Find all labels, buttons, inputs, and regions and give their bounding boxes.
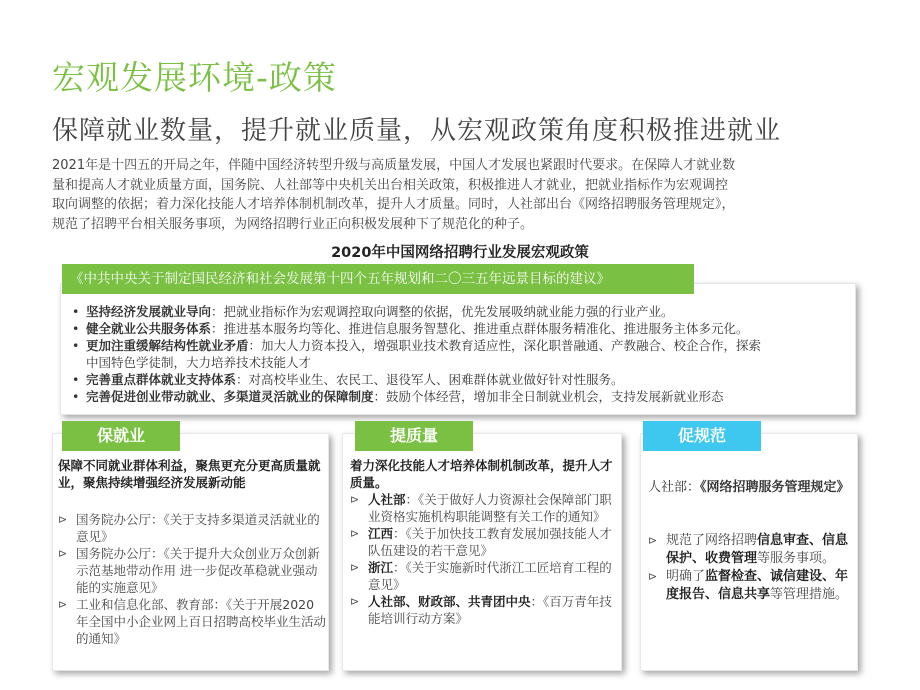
list-item — [68, 303, 848, 320]
list-item: ⊳ 规范了网络招聘信息审查、信息保护、收费管理等服务事项。 — [648, 532, 853, 568]
list-item — [68, 388, 848, 405]
intro-line: 量和提高人才就业质量方面，国务院、人社部等中央机关出台相关政策，积极推进人才就业，把就业指标作为宏观调控 — [52, 177, 729, 193]
list-item — [68, 337, 848, 371]
intro-line: 规范了招聘平台相关服务事项，为网络招聘行业正向积极发展种下了规范化的种子。 — [52, 216, 534, 232]
item-text: ：加大人力资本投入，增强职业技术教育适应性，深化职普融通、产教融合、校企合作，探索 — [248, 338, 762, 353]
list-item — [350, 559, 616, 593]
item-text: ：《关于做好人力资源社会保障部门职业资格实施机构职能调整有关工作的通知》 — [368, 492, 612, 524]
item-label: 浙江 — [368, 560, 394, 575]
lead-title: 《网络招聘服务管理规定》 — [700, 480, 850, 495]
tab-employment: 保就业 — [62, 421, 180, 451]
item-label: 完善重点群体就业支持体系 — [86, 372, 237, 387]
policy-main-list — [68, 303, 848, 405]
policy-main-banner: 《中共中央关于制定国民经济和社会发展第十四个五年规划和二〇三五年远景目标的建议》 — [62, 264, 694, 294]
list-item — [68, 320, 848, 337]
card-list — [648, 532, 853, 604]
item-label: 完善促进创业带动就业、多渠道灵活就业的保障制度 — [86, 389, 374, 404]
intro-line: 取向调整的依据；着力深化技能人才培养体制机制改革，提升人才质量。同时，人社部出台《网络招聘服务管理规定》， — [52, 197, 735, 212]
tab-regulation: 促规范 — [643, 421, 761, 451]
list-item — [350, 525, 616, 559]
page-title: 宏观发展环境-政策 — [52, 58, 337, 97]
intro-paragraph — [52, 156, 882, 234]
item-text-cont: 中国特色学徒制，大力培养技术技能人才 — [86, 355, 312, 370]
list-item — [350, 593, 616, 627]
list-item: ⊳ 国务院办公厅：《关于提升大众创业万众创新示范基地带动作用 进一步促改革稳就业强动能的实施意见》 — [58, 545, 326, 596]
item-text: ：对高校毕业生、农民工、退役军人、困难群体就业做好针对性服务。 — [236, 372, 624, 387]
item-label: 健全就业公共服务体系 — [86, 321, 212, 336]
card-heading: 保障不同就业群体利益，聚焦更充分更高质量就业，聚焦持续增强经济发展新动能 — [58, 458, 321, 490]
card-list — [350, 491, 616, 627]
card-lead — [648, 479, 853, 497]
section-title: 2020年中国网络招聘行业发展宏观政策 — [331, 245, 589, 261]
item-label: 江西 — [368, 526, 394, 541]
item-label: 坚持经济发展就业导向 — [86, 304, 212, 319]
item-text: ：把就业指标作为宏观调控取向调整的依据，优先发展吸纳就业能力强的行业产业。 — [211, 304, 674, 319]
list-item — [68, 371, 848, 388]
lead-prefix: 人社部： — [648, 480, 701, 495]
card-heading: 着力深化技能人才培养体制机制改革，提升人才质量。 — [350, 458, 613, 490]
item-text: ：《关于加快技工教育发展加强技能人才队伍建设的若干意见》 — [368, 526, 612, 558]
list-item: ⊳ 国务院办公厅：《关于支持多渠道灵活就业的意见》 — [58, 511, 326, 545]
item-text: ：《关于实施新时代浙江工匠培育工程的意见》 — [368, 560, 612, 592]
card-list — [58, 511, 326, 647]
item-label: 人社部、财政部、共青团中央 — [368, 594, 531, 609]
intro-line: 2021年是十四五的开局之年，伴随中国经济转型升级与高质量发展，中国人才发展也紧跟时代要求。在保障人才就业数 — [52, 158, 736, 173]
page-subtitle: 保障就业数量，提升就业质量，从宏观政策角度积极推进就业 — [52, 116, 782, 146]
item-text: ：鼓励个体经营，增加非全日制就业机会，支持发展新就业形态 — [373, 389, 724, 404]
item-text: ：推进基本服务均等化、推进信息服务智慧化、推进重点群体服务精准化、推进服务主体多元化。 — [211, 321, 749, 336]
tab-quality: 提质量 — [355, 421, 473, 451]
item-text: ：《百万青年技能培训行动方案》 — [368, 594, 612, 626]
list-item: ⊳ 明确了监督检查、诚信建设、年度报告、信息共享等管理措施。 — [648, 568, 853, 604]
item-label: 更加注重缓解结构性就业矛盾 — [86, 338, 249, 353]
list-item — [350, 491, 616, 525]
item-label: 人社部 — [368, 492, 406, 507]
list-item: ⊳ 工业和信息化部、教育部：《关于开展2020年全国中小企业网上百日招聘高校毕业生活动的通知》 — [58, 596, 326, 647]
